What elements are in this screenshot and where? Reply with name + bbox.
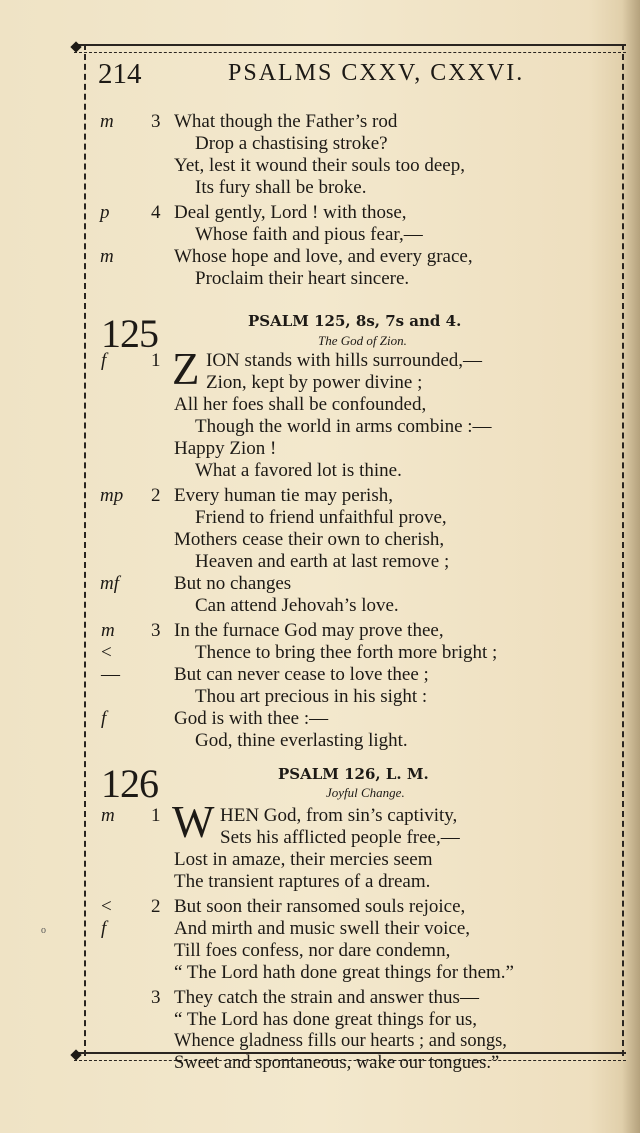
- verse-line: In the furnace God may prove thee,: [174, 620, 444, 641]
- dynamic-mark: p: [100, 202, 110, 223]
- verse-line: Sets his afflicted people free,—: [220, 827, 460, 848]
- psalm-number: 126: [101, 761, 158, 806]
- verse-line: Whose hope and love, and every grace,: [174, 246, 473, 267]
- drop-cap: W: [172, 797, 215, 847]
- verse-line: Though the world in arms combine :—: [195, 416, 492, 437]
- verse-line: What though the Father’s rod: [174, 111, 398, 132]
- verse-line: Mothers cease their own to cherish,: [174, 529, 445, 550]
- verse-number: 3: [151, 987, 161, 1008]
- verse-line: Till foes confess, nor dare condemn,: [174, 940, 451, 961]
- verse-line: They catch the strain and answer thus—: [174, 987, 479, 1008]
- psalm-heading: PSALM 125, 8s, 7s and 4.: [248, 312, 462, 330]
- verse-line: Thence to bring thee forth more bright ;: [195, 642, 498, 663]
- verse-number: 4: [151, 202, 161, 223]
- drop-cap: Z: [172, 344, 200, 394]
- verse-line: The transient raptures of a dream.: [174, 871, 431, 892]
- left-border-rule: [84, 44, 86, 1056]
- verse-number: 2: [151, 485, 161, 506]
- verse-line: Proclaim their heart sincere.: [195, 268, 410, 289]
- verse-number: 1: [151, 805, 161, 826]
- psalm-subtitle: Joyful Change.: [326, 785, 405, 800]
- psalm-number: 125: [101, 311, 158, 356]
- verse-line: Whose faith and pious fear,—: [195, 224, 423, 245]
- margin-mark: o: [41, 925, 46, 936]
- verse-line: “ The Lord hath done great things for them.”: [174, 962, 514, 983]
- crescendo-mark: <: [101, 642, 112, 663]
- verse-line: “ The Lord has done great things for us,: [174, 1009, 478, 1030]
- verse-line: God is with thee :—: [174, 708, 329, 729]
- page-edge-shadow: [622, 0, 640, 1133]
- verse-line: But soon their ransomed souls rejoice,: [174, 896, 466, 917]
- dynamic-mark: f: [101, 918, 107, 939]
- verse-line: Drop a chastising stroke?: [195, 133, 388, 154]
- psalm-heading: PSALM 126, L. M.: [278, 765, 429, 783]
- dynamic-mark: m: [101, 805, 115, 826]
- dynamic-mark: m: [100, 246, 114, 267]
- verse-number: 3: [151, 620, 161, 641]
- verse-line: Happy Zion !: [174, 438, 277, 459]
- verse-line: Whence gladness fills our hearts ; and songs,: [174, 1031, 507, 1051]
- verse-number: 1: [151, 350, 161, 371]
- page-title: PSALMS CXXV, CXXVI.: [228, 60, 525, 86]
- verse-line: Can attend Jehovah’s love.: [195, 595, 399, 616]
- dynamic-mark: f: [101, 708, 107, 729]
- right-border-rule: [622, 44, 624, 1056]
- dynamic-mark: f: [101, 350, 107, 371]
- verse-line: And mirth and music swell their voice,: [174, 918, 471, 939]
- crescendo-mark: <: [101, 896, 112, 917]
- page-number: 214: [98, 58, 142, 90]
- verse-line: Yet, lest it wound their souls too deep,: [174, 155, 465, 176]
- verse-line: What a favored lot is thine.: [195, 460, 402, 481]
- verse-line: But no changes: [174, 573, 292, 594]
- top-border-rule: [74, 44, 626, 53]
- verse-number: 2: [151, 896, 161, 917]
- verse-line: HEN God, from sin’s captivity,: [220, 805, 458, 826]
- verse-line: Its fury shall be broke.: [195, 177, 367, 198]
- verse-line: Zion, kept by power divine ;: [206, 372, 423, 393]
- verse-line: Lost in amaze, their mercies seem: [174, 849, 433, 870]
- verse-line: Friend to friend unfaithful prove,: [195, 507, 447, 528]
- verse-line: Every human tie may perish,: [174, 485, 393, 506]
- dynamic-mark: mf: [100, 573, 119, 594]
- psalm-subtitle: The God of Zion.: [318, 333, 407, 348]
- verse-line: God, thine everlasting light.: [195, 730, 408, 751]
- verse-line: Deal gently, Lord ! with those,: [174, 202, 407, 223]
- verse-number: 3: [151, 111, 161, 132]
- verse-line: All her foes shall be confounded,: [174, 394, 427, 415]
- dynamic-mark: m: [100, 111, 114, 132]
- verse-line: Heaven and earth at last remove ;: [195, 551, 450, 572]
- dynamic-mark: m: [101, 620, 115, 641]
- verse-line: Sweet and spontaneous, wake our tongues.”: [174, 1053, 500, 1073]
- verse-line: Thou art precious in his sight :: [195, 686, 428, 707]
- verse-line: But can never cease to love thee ;: [174, 664, 429, 685]
- verse-line: ION stands with hills surrounded,—: [206, 350, 483, 371]
- dash-mark: —: [101, 664, 120, 685]
- dynamic-mark: mp: [100, 485, 124, 506]
